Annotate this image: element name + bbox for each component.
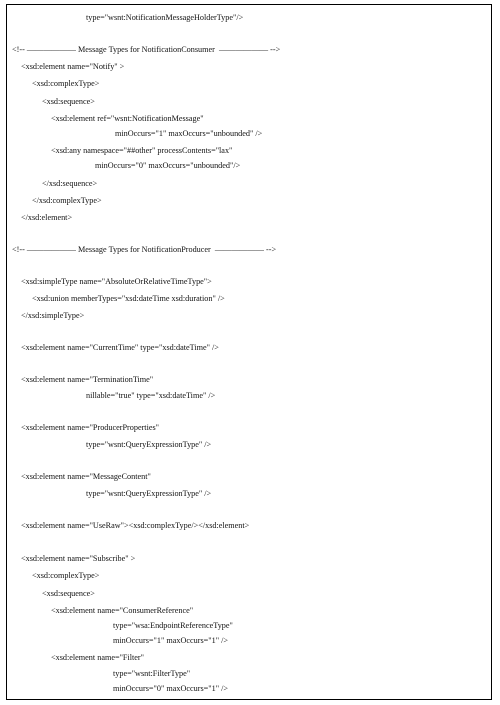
code-line: <xsd:complexType>: [32, 571, 100, 580]
code-line: type="wsa:EndpointReferenceType": [113, 621, 233, 630]
code-line: <xsd:element name="Notify" >: [21, 62, 125, 71]
code-line: <xsd:element name="UseRaw"><xsd:complexType/></xsd:element>: [21, 521, 250, 530]
code-line: type="wsnt:QueryExpressionType" />: [86, 489, 212, 498]
code-line: type="wsnt:QueryExpressionType" />: [86, 440, 212, 449]
code-line: <xsd:element name="ProducerProperties": [21, 423, 160, 432]
code-line: <xsd:complexType>: [32, 79, 100, 88]
code-listing-frame: [6, 4, 492, 700]
code-line: type="wsnt:NotificationMessageHolderType"/>: [86, 13, 244, 22]
code-line: type="wsnt:FilterType": [113, 669, 191, 678]
code-line: </xsd:simpleType>: [21, 311, 85, 320]
code-line: </xsd:element>: [21, 213, 73, 222]
code-line: <xsd:element name="Subscribe" >: [21, 554, 136, 563]
code-line: minOccurs="0" maxOccurs="1" />: [113, 684, 228, 693]
code-line: <xsd:sequence>: [42, 97, 95, 106]
code-line: nillable="true" type="xsd:dateTime" />: [86, 391, 216, 400]
code-line: <xsd:simpleType name="AbsoluteOrRelativeTimeType">: [21, 277, 212, 286]
code-line: <xsd:element ref="wsnt:NotificationMessage": [51, 114, 204, 123]
code-line: <xsd:any namespace="##other" processContents="lax": [51, 146, 233, 155]
code-line: </xsd:complexType>: [32, 196, 102, 205]
code-line: <xsd:element name="ConsumerReference": [51, 606, 194, 615]
code-line: <xsd:element name="TerminationTime": [21, 375, 154, 384]
code-line: <xsd:element name="MessageContent": [21, 472, 151, 481]
xml-comment: <!-- —————— Message Types for NotificationProducer —————— -->: [12, 245, 277, 254]
code-line: <xsd:element name="Filter": [51, 653, 144, 662]
code-line: minOccurs="1" maxOccurs="1" />: [113, 636, 228, 645]
code-line: <xsd:element name="CurrentTime" type="xsd:dateTime" />: [21, 343, 219, 352]
xml-comment: <!-- —————— Message Types for NotificationConsumer —————— -->: [12, 45, 281, 54]
code-line: </xsd:sequence>: [42, 179, 98, 188]
code-line: minOccurs="0" maxOccurs="unbounded"/>: [95, 161, 241, 170]
code-line: <xsd:sequence>: [42, 589, 95, 598]
code-line: minOccurs="1" maxOccurs="unbounded" />: [115, 129, 263, 138]
code-line: <xsd:union memberTypes="xsd:dateTime xsd:duration" />: [32, 294, 225, 303]
